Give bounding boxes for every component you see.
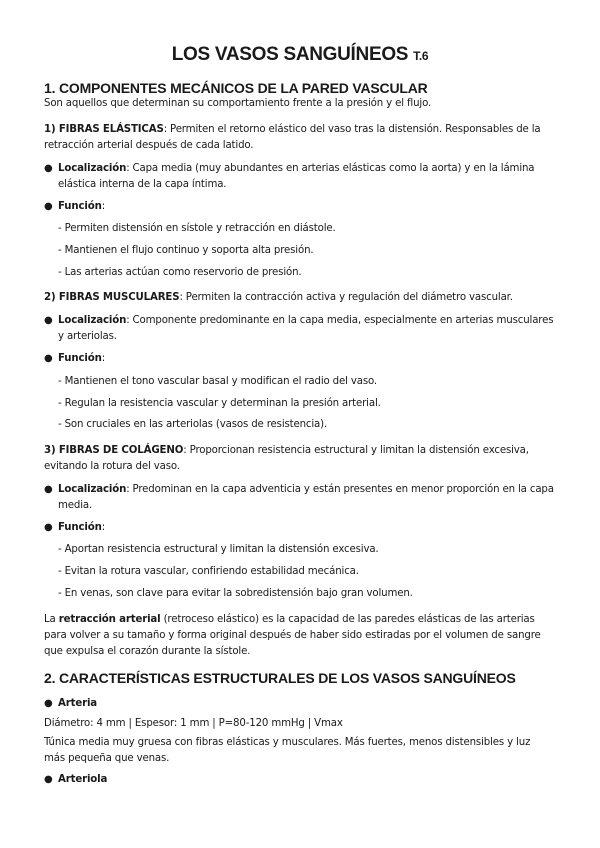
arteria-specs: Diámetro: 4 mm | Espesor: 1 mm | P=80-120 mmHg | Vmax	[44, 718, 343, 729]
list-item: - Mantienen el tono vascular basal y modifican el radio del vaso.	[58, 376, 378, 387]
list-item: - Permiten distensión en sístole y retracción en diástole.	[58, 223, 336, 234]
section1-heading: 1. COMPONENTES MECÁNICOS DE LA PARED VASCULAR	[44, 80, 428, 96]
bullet-icon: ●	[44, 774, 53, 785]
list-item: - Mantienen el flujo continuo y soporta alta presión.	[58, 245, 314, 256]
bullet-icon: ●	[44, 163, 53, 174]
arteria-desc: Túnica media muy gruesa con fibras elásticas y musculares. Más fuertes, menos distensibles y luz más pequeña que venas.	[44, 737, 531, 764]
retraccion-pre: La	[44, 614, 59, 625]
loc-label: Localización	[58, 315, 127, 326]
loc-text: : Capa media (muy abundantes en arterias elásticas como la aorta) y en la lámina elástica interna de la capa íntima.	[58, 163, 535, 190]
loc-text: : Componente predominante en la capa media, especialmente en arterias musculares y arteriolas.	[58, 315, 554, 342]
fun-label: Función	[58, 522, 102, 533]
title-suffix: T.6	[413, 49, 429, 63]
loc-text: : Predominan en la capa adventicia y están presentes en menor proporción en la capa media.	[58, 484, 554, 511]
musculares-paragraph	[44, 290, 554, 306]
retraccion-term: retracción arterial	[58, 614, 161, 625]
loc-label: Localización	[58, 484, 127, 495]
list-item: - Regulan la resistencia vascular y determinan la presión arterial.	[58, 398, 381, 409]
bullet-icon: ●	[44, 522, 53, 533]
musculares-label: 2) FIBRAS MUSCULARES	[44, 292, 180, 303]
list-item: - Evitan la rotura vascular, confiriendo estabilidad mecánica.	[58, 566, 359, 577]
bullet-icon: ●	[44, 353, 53, 364]
retraccion-post: (retroceso elástico) es la capacidad de las paredes elásticas de las arterias para volver a su tamaño y forma original después de haber sido estiradas por el volumen de sangre que expulsa el corazón durante la sístole.	[44, 614, 541, 657]
arteriola-label: Arteriola	[58, 774, 108, 785]
fun-colon: :	[101, 201, 105, 212]
colageno-paragraph	[44, 443, 554, 475]
list-item: - Son cruciales en las arteriolas (vasos de resistencia).	[58, 419, 328, 430]
list-item: - Las arterias actúan como reservorio de presión.	[58, 267, 302, 278]
elasticas-label: 1) FIBRAS ELÁSTICAS	[44, 124, 164, 135]
arteria-label: Arteria	[58, 698, 98, 709]
retraccion-paragraph	[44, 612, 554, 660]
title-main: LOS VASOS SANGUÍNEOS	[171, 44, 409, 65]
colageno-desc: : Proporcionan resistencia estructural y limitan la distensión excesiva, evitando la rotura del vaso.	[44, 445, 529, 472]
elasticas-paragraph	[44, 122, 554, 154]
bullet-icon: ●	[44, 698, 53, 709]
musculares-desc: : Permiten la contracción activa y regulación del diámetro vascular.	[179, 292, 513, 303]
section2-heading: 2. CARACTERÍSTICAS ESTRUCTURALES DE LOS VASOS SANGUÍNEOS	[44, 670, 516, 686]
bullet-icon: ●	[44, 315, 53, 326]
list-item: - Aportan resistencia estructural y limitan la distensión excesiva.	[58, 544, 379, 555]
fun-label: Función	[58, 353, 102, 364]
section1-intro: Son aquellos que determinan su comportamiento frente a la presión y el flujo.	[44, 98, 432, 109]
document-title	[0, 44, 600, 66]
fun-label: Función	[58, 201, 102, 212]
bullet-icon: ●	[44, 484, 53, 495]
fun-colon: :	[101, 522, 105, 533]
loc-label: Localización	[58, 163, 127, 174]
fun-colon: :	[101, 353, 105, 364]
bullet-icon: ●	[44, 201, 53, 212]
list-item: - En venas, son clave para evitar la sobredistensión bajo gran volumen.	[58, 588, 413, 599]
elasticas-desc: : Permiten el retorno elástico del vaso tras la distensión. Responsables de la retracción arterial después de cada latido.	[44, 124, 541, 151]
colageno-label: 3) FIBRAS DE COLÁGENO	[44, 445, 184, 456]
